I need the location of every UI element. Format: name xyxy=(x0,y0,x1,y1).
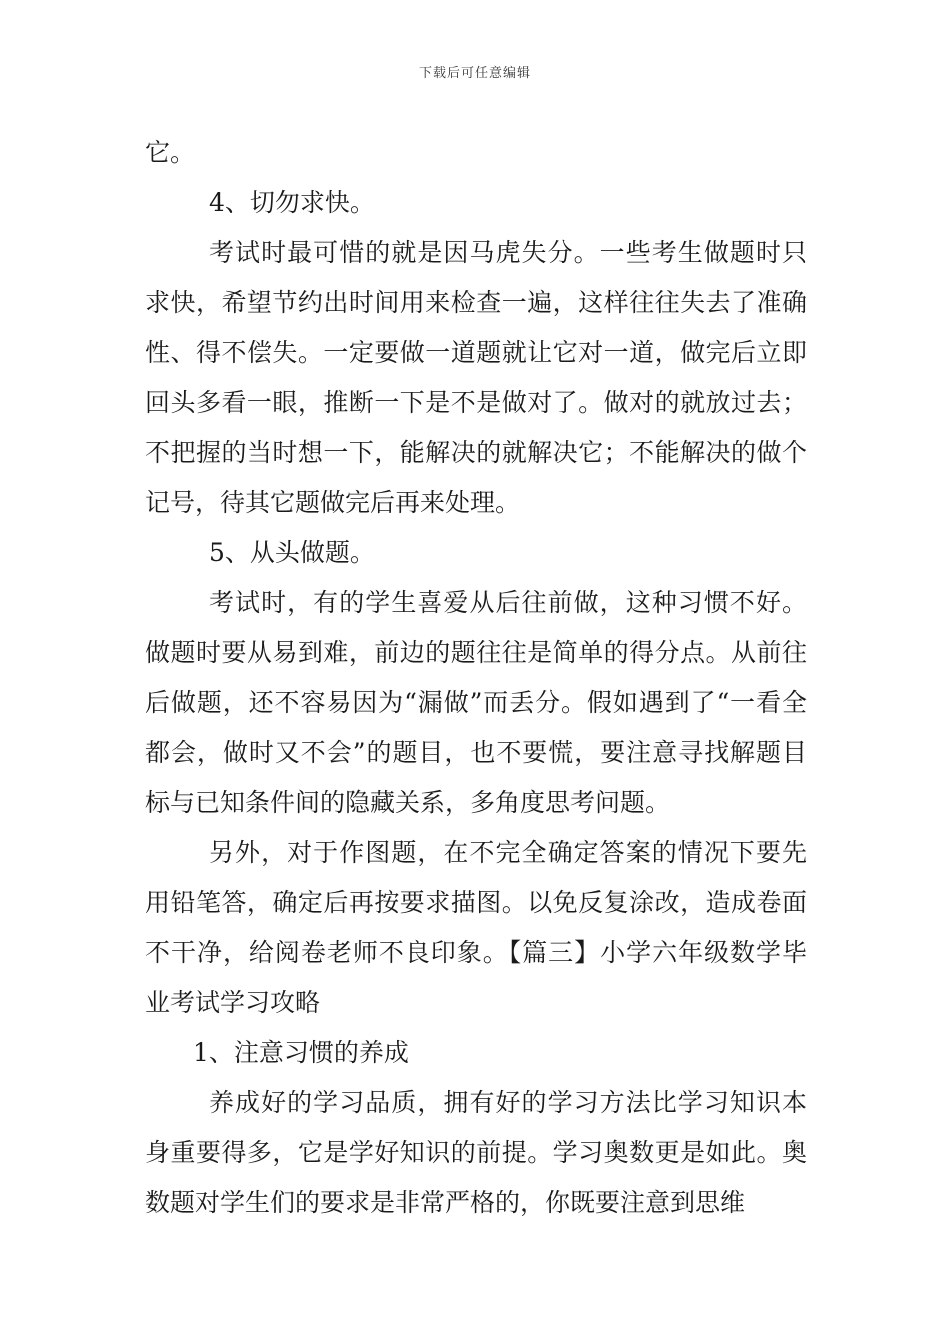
section-heading-1: 1、注意习惯的养成 xyxy=(193,1038,409,1067)
paragraph-habits: 养成好的学习品质，拥有好的学习方法比学习知识本身重要得多，它是学好知识的前提。学习奥数更是如此。奥数题对学生们的要求是非常严格的，你既要注意到思维 xyxy=(145,1088,807,1217)
section-heading-4: 4、切勿求快。 xyxy=(209,188,375,217)
section-heading-5: 5、从头做题。 xyxy=(209,538,375,567)
page-header: 下载后可任意编辑 xyxy=(418,66,531,81)
paragraph-continuation: 它。 xyxy=(145,138,196,167)
document-body xyxy=(145,128,807,1228)
paragraph-accuracy: 考试时最可惜的就是因马虎失分。一些考生做题时只求快，希望节约出时间用来检查一遍，这样往往失去了准确性、得不偿失。一定要做一道题就让它对一道，做完后立即回头多看一眼，推断一下是不是做对了。做对的就放过去；不把握的当时想一下，能解决的就解决它；不能解决的做个记号，待其它题做完后再来处理。 xyxy=(145,238,807,517)
paragraph-drawing: 另外，对于作图题，在不完全确定答案的情况下要先用铅笔答，确定后再按要求描图。以免反复涂改，造成卷面不干净，给阅卷老师不良印象。【篇三】小学六年级数学毕业考试学习攻略 xyxy=(145,838,807,1017)
paragraph-order: 考试时，有的学生喜爱从后往前做，这种习惯不好。做题时要从易到难，前边的题往往是简单的得分点。从前往后做题，还不容易因为“漏做”而丢分。假如遇到了“一看全都会，做时又不会”的题目，也不要慌，要注意寻找解题目标与已知条件间的隐藏关系，多角度思考问题。 xyxy=(145,588,807,817)
